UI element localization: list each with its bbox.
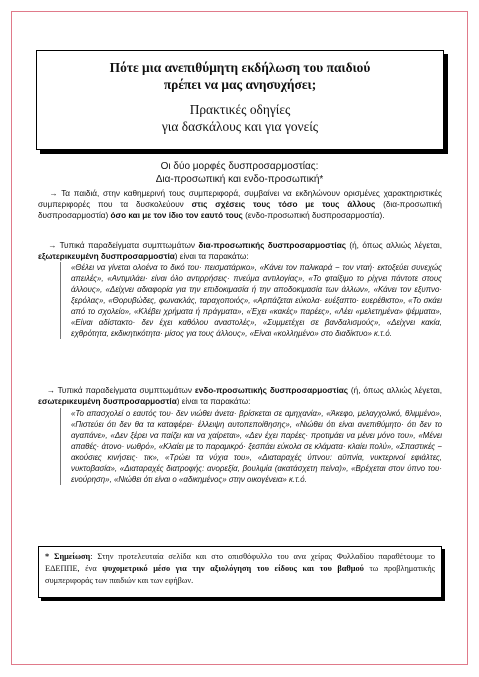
inter-text-1: Τυπικά παραδείγματα συμπτωμάτων [59, 241, 199, 250]
intra-text-3: ) είναι τα παρακάτω: [176, 397, 251, 406]
note-star: * [45, 552, 50, 561]
intra-examples-quote: «Το απασχολεί ο εαυτός του· δεν νιώθει άνετα· βρίσκεται σε αμηχανία», «Άκεφο, μελαγχολικό, θλιμμένο», «Πιστεύει ότι δεν θα τα καταφέρει· έλλειψη αυτοπεποίθησης», «Νιώθει ότι είναι ανεπιθύμητο· ότι δεν το αγαπάνε», «Δεν ξέρει να παίζει και να χαίρεται», «Δεν έχει παρέες· προτιμάει να μένει μόνο του», «Μένει απαθές· άτονο· νωθρό», «Κλαίει με το παραμικρό· ξεσπάει εύκολα σε κλάματα· κλαίει πολύ», «Σπαστικές − ακούσιες κινήσεις· τικ», «Τρώει τα νύχια του», «Διαταραχές ύπνου: αϋπνία, νυκτερινοί εφιάλτες, νυκτοβασία», «Διαταραχές διατροφής: ανορεξία, βουλιμία (ακατάσχετη πείνα)», «Βρέχεται στον ύπνο του· ενούρηση», «Νιώθει ότι είναι ο «αδικημένος» στην οικογένεια» κ.τ.ό. [60, 408, 442, 485]
intra-paragraph [38, 385, 442, 407]
intro-bold-2: όσο και με τον ίδιο τον εαυτό τους [110, 211, 243, 220]
note-text-2: τω προβληματικής συμπεριφοράς των παιδιών και των εφήβων. [45, 564, 435, 585]
footnote-box [38, 546, 442, 598]
intra-text-2: (ή, όπως αλλιώς λέγεται, [348, 386, 442, 395]
arrow-icon: → [46, 386, 55, 395]
intro-paragraph [38, 188, 442, 221]
inter-bold-2: εξωτερικευμένη δυσπροσαρμοστία [38, 252, 175, 261]
intra-text-1: Τυπικά παραδείγματα συμπτωμάτων [57, 386, 195, 395]
inter-bold-1: δια-προσωπικής δυσπροσαρμοστίας [198, 241, 346, 250]
page-title [37, 59, 443, 93]
heading-line-2: Δια-προσωπική και ενδο-προσωπική* [155, 174, 324, 185]
heading-line-1: Οι δύο μορφές δυσπροσαρμοστίας: [160, 161, 319, 172]
intro-text-2: (δια-προσωπική δυσπροσαρμοστία) [38, 200, 442, 220]
inter-examples-quote: «Θέλει να γίνεται ολοένα το δικό του· πεισματάρικο», «Κάνει τον παλικαρά − τον νταή· εκτοξεύει συνεχώς απειλές», «Αντιμιλάει· είναι όλο αντιρρήσεις· πνεύμα αντιλογίας», «Το φταίξιμο το ρίχνει πάντοτε στους άλλους», «Δείχνει αδιαφορία για την επιδοκιμασία ή την αποδοκιμασία των άλλων», «Κάνει τον εξυπνο· ξερόλας», «Θορυβώδες, φωνακλάς, ταραχοποιός», «Αρπάζεται εύκολα· ευέξαπτο· ευερέθιστο», «Το σκάει από το σχολείο», «Κλέβει χρήματα ή πράγματα», «Έχει «κακές» παρέες», «Λέει «μελετημένα» ψέμματα», «Είναι αδίστακτο· δεν έχει καθόλου αναστολές», «Συμμετέχει σε βανδαλισμούς», «Δείχνει κακία, εχθρότητα, εκδικητικότητα· μίσος για τους άλλους», «Είναι «κολλημένο» στο διαδίκτυο» κ.τ.ό. [60, 262, 442, 339]
intro-text-1: Τα παιδιά, στην καθημερινή τους συμπεριφορά, συμβαίνει να εκδηλώνουν ορισμένες χαρακτηριστικές συμπεριφορές που τα δυσκολεύουν [38, 189, 442, 209]
section-heading [0, 160, 479, 186]
intro-bold-1: στις σχέσεις τους τόσο με τους άλλους [191, 200, 376, 209]
title-line-2: πρέπει να μας ανησυχήσει; [163, 77, 317, 92]
intra-bold-2: εσωτερικευμένη δυσπροσαρμοστία [38, 397, 177, 406]
arrow-icon: → [49, 189, 58, 198]
note-text-1: : Στην προτελευταία σελίδα και στο οπισθόφυλλο του ανα χείρας Φυλλαδίου παραθέτουμε το ΕΔΕΠΠΕ, ένα [45, 552, 436, 573]
inter-text-3: ) είναι τα παρακάτω: [174, 252, 249, 261]
inter-paragraph [38, 240, 442, 262]
subtitle-line-2: για δασκάλους και για γονείς [161, 119, 319, 134]
subtitle-line-1: Πρακτικές οδηγίες [189, 102, 291, 117]
arrow-icon: → [48, 241, 57, 250]
inter-text-2: (ή, όπως αλλιώς λέγεται, [346, 241, 442, 250]
title-box [36, 50, 444, 150]
intra-bold-1: ενδο-προσωπικής δυσπροσαρμοστίας [194, 386, 349, 395]
note-label: Σημείωση [54, 552, 91, 561]
intro-text-3: (ενδο-προσωπική δυσπροσαρμοστία). [242, 211, 385, 220]
page-subtitle [37, 101, 443, 135]
title-line-1: Πότε μια ανεπιθύμητη εκδήλωση του παιδιού [109, 60, 371, 75]
note-bold: ψυχομετρικό μέσο για την αξιολόγηση του είδους και του βαθμού [102, 564, 364, 573]
